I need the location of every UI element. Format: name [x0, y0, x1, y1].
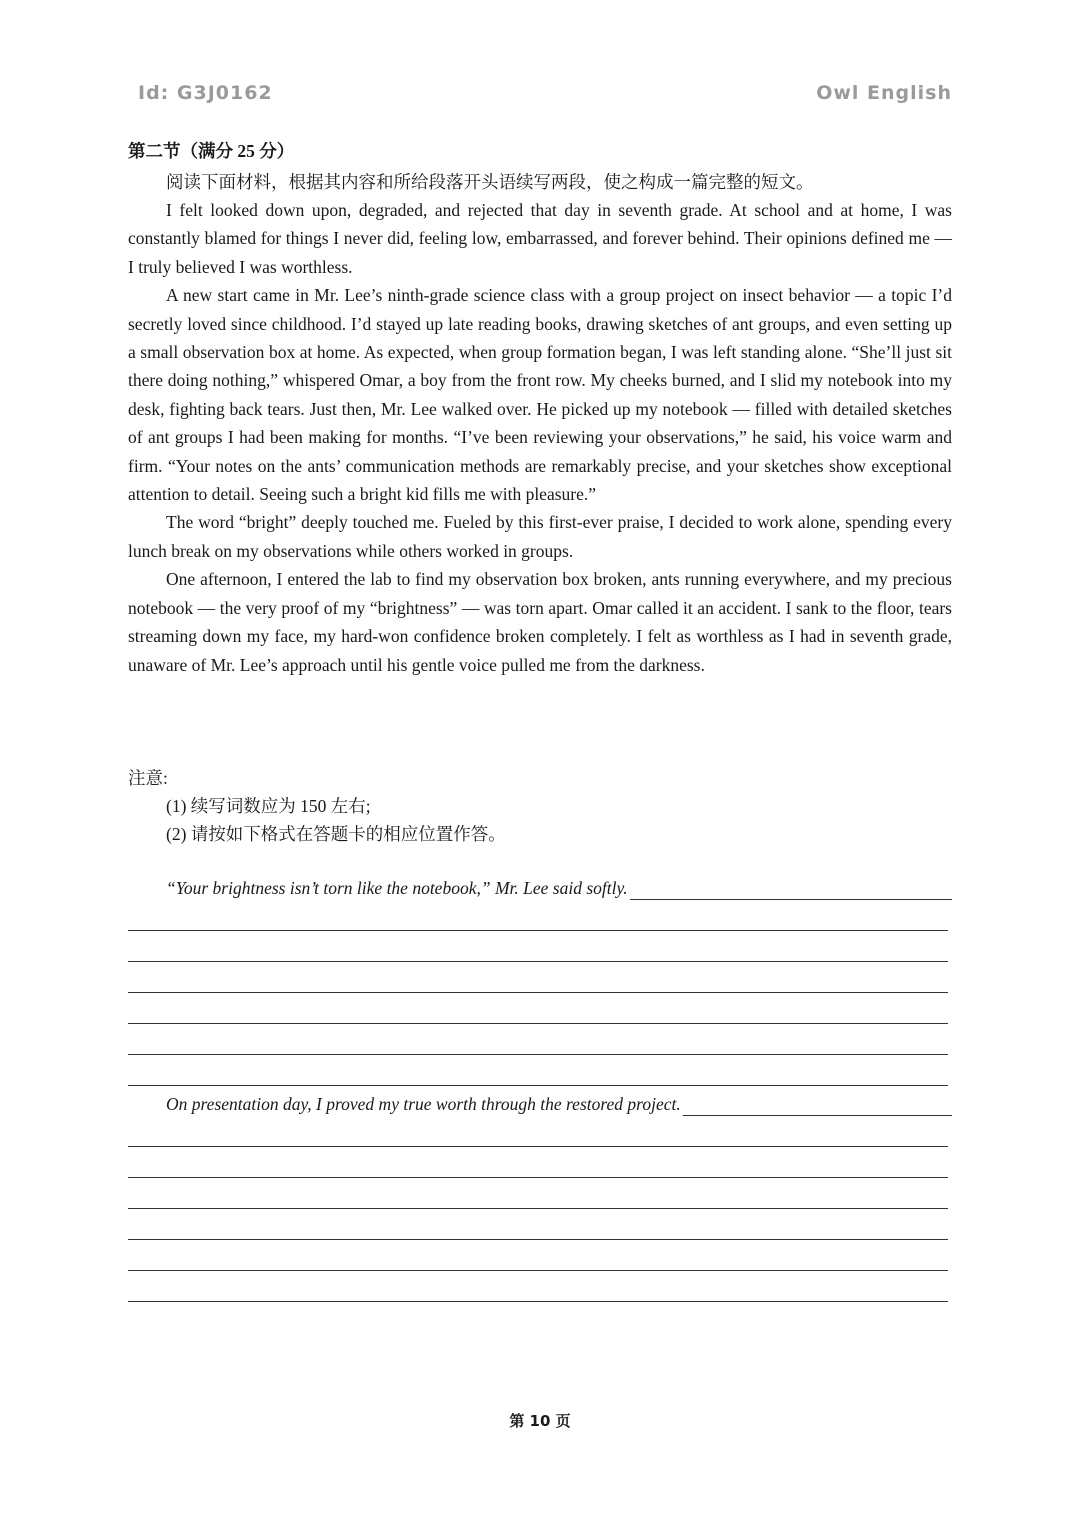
section-title: 第二节（满分 25 分） — [128, 141, 295, 161]
prompt-line — [128, 1092, 952, 1116]
prompt-opening-sentence-1: “Your brightness isn’t torn like the notebook,” Mr. Lee said softly. — [166, 878, 628, 898]
continuation-block-1 — [128, 876, 952, 1086]
answer-line[interactable] — [128, 900, 948, 931]
section-instruction: 阅读下面材料，根据其内容和所给段落开头语续写两段，使之构成一篇完整的短文。 — [166, 172, 814, 192]
passage-paragraph: One afternoon, I entered the lab to find my observation box broken, ants running everywhere, and my precious notebook — the very proof of my “brightness” — was torn apart. Omar called it an accident. I sank to the floor, tears streaming down my face, my hard-won confidence broken completely. I felt as worthless as I had in seventh grade, unaware of Mr. Lee’s approach until his gentle voice pulled me from the darkness. — [128, 569, 952, 675]
passage-paragraph: The word “bright” deeply touched me. Fueled by this first-ever praise, I decided to work alone, spending every lunch break on my observations while others worked in groups. — [128, 512, 952, 561]
passage-paragraph: I felt looked down upon, degraded, and rejected that day in seventh grade. At school and at home, I was constantly blamed for things I never did, feeling low, embarrassed, and forever behind. Their opinions defined me — I truly believed I was worthless. — [128, 200, 952, 277]
notes-title: 注意: — [128, 768, 168, 788]
answer-line[interactable] — [128, 1147, 948, 1178]
prompt-line — [128, 876, 952, 900]
answer-line[interactable] — [128, 1116, 948, 1147]
continuation-block-2 — [128, 1092, 952, 1302]
answer-line[interactable] — [128, 931, 948, 962]
answer-line[interactable] — [128, 1271, 948, 1302]
answer-blank[interactable] — [630, 881, 952, 900]
note-item: (2) 请按如下格式在答题卡的相应位置作答。 — [166, 824, 506, 844]
answer-line[interactable] — [128, 1055, 948, 1086]
answer-line[interactable] — [128, 993, 948, 1024]
answer-line[interactable] — [128, 1178, 948, 1209]
notes-section — [128, 764, 952, 848]
prompt-opening-sentence-2: On presentation day, I proved my true worth through the restored project. — [166, 1094, 681, 1114]
answer-line[interactable] — [128, 1024, 948, 1055]
note-item: (1) 续写词数应为 150 左右; — [166, 796, 371, 816]
passage-section — [128, 138, 952, 679]
passage-paragraph: A new start came in Mr. Lee’s ninth-grade science class with a group project on insect behavior — a topic I’d secretly loved since childhood. I’d stayed up late reading books, drawing sketches of ant groups, and even setting up a small observation box at home. As expected, when group formation began, I was left standing alone. “She’ll just sit there doing nothing,” whispered Omar, a boy from the front row. My cheeks burned, and I slid my notebook into my desk, fighting back tears. Just then, Mr. Lee walked over. He picked up my notebook — filled with detailed sketches of ant groups I had been making for months. “I’ve been reviewing your observations,” he said, his voice warm and firm. “Your notes on the ants’ communication methods are remarkably precise, and your sketches show exceptional attention to detail. Seeing such a bright kid fills me with pleasure.” — [128, 285, 952, 505]
page-number: 第 10 页 — [509, 1412, 571, 1430]
answer-line[interactable] — [128, 962, 948, 993]
exam-id-label: Id: G3J0162 — [138, 82, 273, 104]
brand-name: Owl English — [816, 82, 952, 104]
answer-blank[interactable] — [683, 1097, 952, 1116]
answer-line[interactable] — [128, 1240, 948, 1271]
answer-line[interactable] — [128, 1209, 948, 1240]
